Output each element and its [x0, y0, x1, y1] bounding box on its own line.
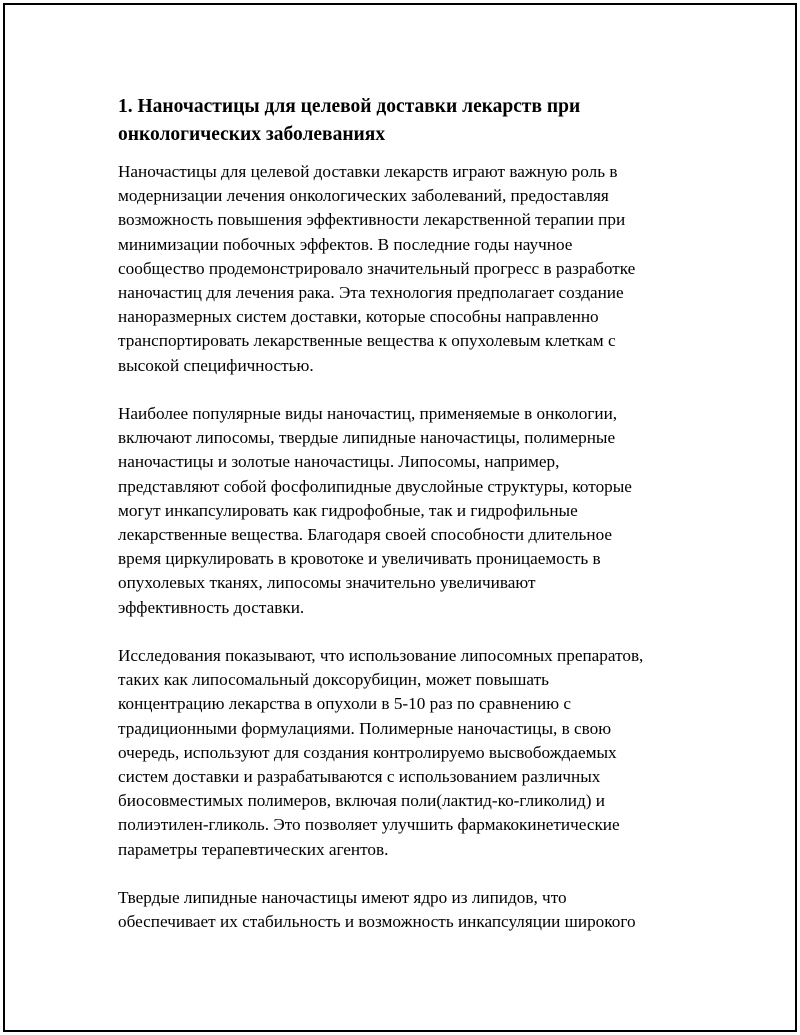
paragraph-3: Исследования показывают, что использование липосомных препаратов, таких как липосомальный доксорубицин, может повышать концентрацию лекарства в опухоли в 5-10 раз по сравнению с традиционными формулациями. Полимерные наночастицы, в свою очередь, используют для создания контролируемо высвобождаемых систем доставки и разрабатываются с использованием различных биосовместимых полимеров, включая поли(лактид-ко-гликолид) и полиэтилен-гликоль. Это позволяет улучшить фармакокинетические параметры терапевтических агентов. — [118, 646, 644, 859]
paragraph-1: Наночастицы для целевой доставки лекарств играют важную роль в модернизации лечения онкологических заболеваний, предоставляя возможность повышения эффективности лекарственной терапии при минимизации побочных эффектов. В последние годы научное сообщество продемонстрировало значительный прогресс в разработке наночастиц для лечения рака. Эта технология предполагает создание наноразмерных систем доставки, которые способны направленно транспортировать лекарственные вещества к опухолевым клеткам с высокой специфичностью. — [118, 162, 636, 375]
document-body — [118, 93, 698, 934]
paragraph-2: Наиболее популярные виды наночастиц, применяемые в онкологии, включают липосомы, твердые липидные наночастицы, полимерные наночастицы и золотые наночастицы. Липосомы, например, представляют собой фосфолипидные двуслойные структуры, которые могут инкапсулировать как гидрофобные, так и гидрофильные лекарственные вещества. Благодаря своей способности длительное время циркулировать в кровотоке и увеличивать проницаемость в опухолевых тканях, липосомы значительно увеличивают эффективность доставки. — [118, 404, 632, 617]
section-heading: 1. Наночастицы для целевой доставки лекарств при онкологических заболеваниях — [118, 96, 581, 145]
paragraph-4: Твердые липидные наночастицы имеют ядро из липидов, что обеспечивает их стабильность и возможность инкапсуляции широкого — [118, 888, 636, 932]
